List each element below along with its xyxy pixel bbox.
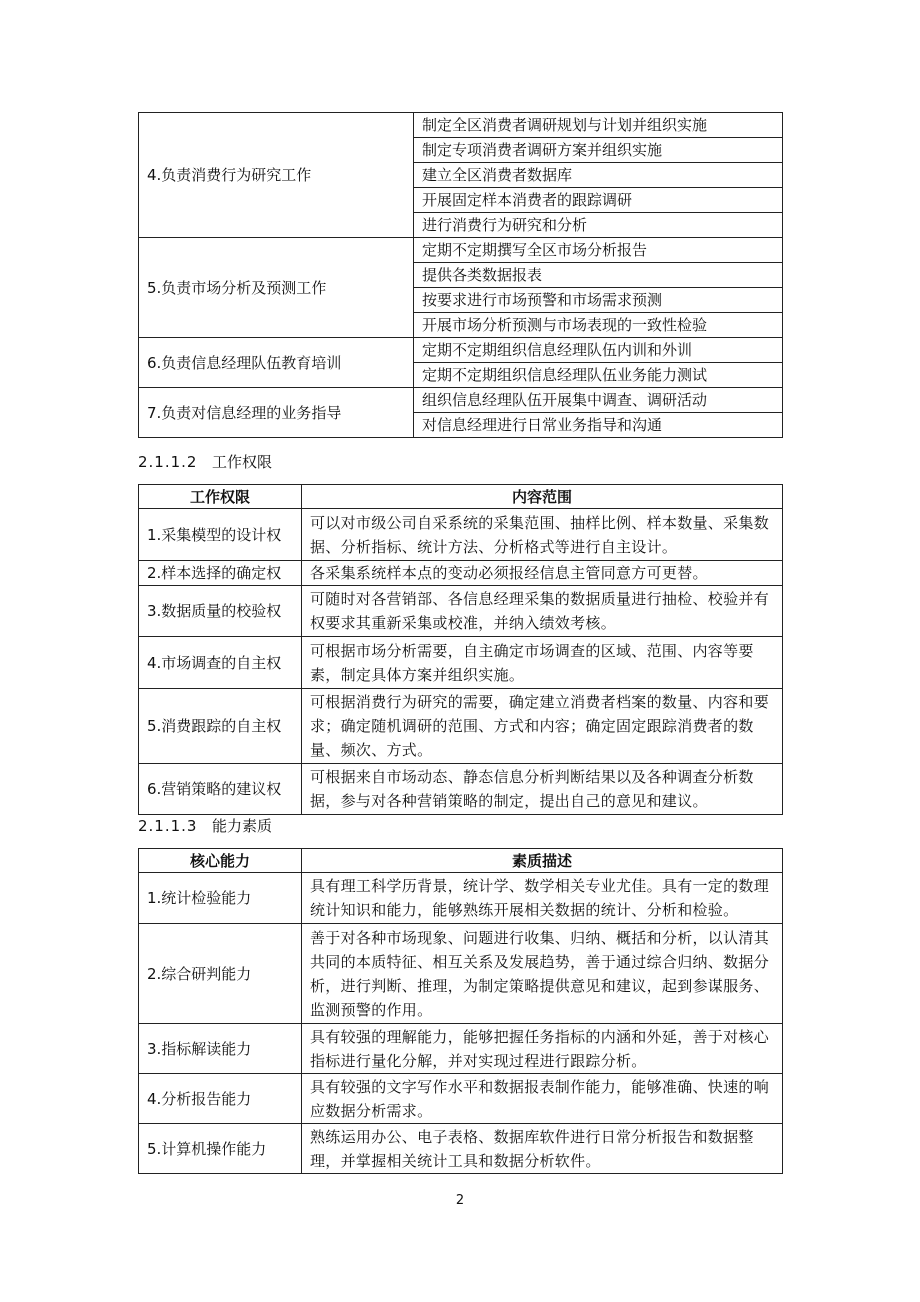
task-cell: 建立全区消费者数据库 — [414, 163, 783, 188]
table-row — [139, 388, 783, 413]
task-cell: 组织信息经理队伍开展集中调查、调研活动 — [414, 388, 783, 413]
table-row — [139, 509, 783, 561]
table-row — [139, 586, 783, 637]
column-header: 内容范围 — [302, 485, 783, 509]
authority-name: 5.消费跟踪的自主权 — [139, 689, 302, 764]
ability-desc: 善于对各种市场现象、问题进行收集、归纳、概括和分析，以认清其共同的本质特征、相互关系及发展趋势，善于通过综合归纳、数据分析，进行判断、推理，为制定策略提供意见和建议，起到参谋服务、监测预警的作用。 — [302, 924, 783, 1024]
table-row — [139, 1074, 783, 1124]
table-row — [139, 113, 783, 138]
responsibility-title: 4.负责消费行为研究工作 — [139, 113, 414, 238]
ability-desc: 熟练运用办公、电子表格、数据库软件进行日常分析报告和数据整理，并掌握相关统计工具和数据分析软件。 — [302, 1124, 783, 1174]
authority-desc: 各采集系统样本点的变动必须报经信息主管同意方可更替。 — [302, 561, 783, 586]
page-number: 2 — [455, 1193, 465, 1208]
authority-desc: 可根据市场分析需要，自主确定市场调查的区域、范围、内容等要素，制定具体方案并组织实施。 — [302, 637, 783, 689]
table-row — [139, 764, 783, 815]
table-row — [139, 238, 783, 263]
responsibility-title: 5.负责市场分析及预测工作 — [139, 238, 414, 338]
ability-name: 4.分析报告能力 — [139, 1074, 302, 1124]
section-heading-authority — [138, 452, 272, 472]
task-cell: 制定专项消费者调研方案并组织实施 — [414, 138, 783, 163]
ability-desc: 具有较强的理解能力，能够把握任务指标的内涵和外延，善于对核心指标进行量化分解，并对实现过程进行跟踪分析。 — [302, 1024, 783, 1074]
task-cell: 定期不定期组织信息经理队伍内训和外训 — [414, 338, 783, 363]
column-header: 核心能力 — [139, 849, 302, 873]
table-row — [139, 637, 783, 689]
table-row — [139, 1124, 783, 1174]
table-row — [139, 338, 783, 363]
authority-desc: 可根据来自市场动态、静态信息分析判断结果以及各种调查分析数据，参与对各种营销策略的制定，提出自己的意见和建议。 — [302, 764, 783, 815]
section-title: 工作权限 — [212, 453, 273, 471]
ability-desc: 具有理工科学历背景，统计学、数学相关专业尤佳。具有一定的数理统计知识和能力，能够熟练开展相关数据的统计、分析和检验。 — [302, 873, 783, 924]
table-header-row — [139, 849, 783, 873]
table-row — [139, 1024, 783, 1074]
authority-table — [138, 484, 783, 815]
ability-table — [138, 848, 783, 1174]
authority-desc: 可随时对各营销部、各信息经理采集的数据质量进行抽检、校验并有权要求其重新采集或校准，并纳入绩效考核。 — [302, 586, 783, 637]
task-cell: 开展固定样本消费者的跟踪调研 — [414, 188, 783, 213]
ability-name: 3.指标解读能力 — [139, 1024, 302, 1074]
task-cell: 对信息经理进行日常业务指导和沟通 — [414, 413, 783, 438]
task-cell: 进行消费行为研究和分析 — [414, 213, 783, 238]
ability-desc: 具有较强的文字写作水平和数据报表制作能力，能够准确、快速的响应数据分析需求。 — [302, 1074, 783, 1124]
table-row — [139, 561, 783, 586]
authority-name: 3.数据质量的校验权 — [139, 586, 302, 637]
responsibility-title: 7.负责对信息经理的业务指导 — [139, 388, 414, 438]
authority-desc: 可根据消费行为研究的需要，确定建立消费者档案的数量、内容和要求；确定随机调研的范围、方式和内容；确定固定跟踪消费者的数量、频次、方式。 — [302, 689, 783, 764]
table-row — [139, 924, 783, 1024]
task-cell: 提供各类数据报表 — [414, 263, 783, 288]
responsibility-title: 6.负责信息经理队伍教育培训 — [139, 338, 414, 388]
ability-name: 1.统计检验能力 — [139, 873, 302, 924]
column-header: 素质描述 — [302, 849, 783, 873]
task-cell: 按要求进行市场预警和市场需求预测 — [414, 288, 783, 313]
section-number: 2.1.1.3 — [138, 817, 198, 835]
task-cell: 制定全区消费者调研规划与计划并组织实施 — [414, 113, 783, 138]
ability-name: 2.综合研判能力 — [139, 924, 302, 1024]
authority-desc: 可以对市级公司自采系统的采集范围、抽样比例、样本数量、采集数据、分析指标、统计方法、分析格式等进行自主设计。 — [302, 509, 783, 561]
section-title: 能力素质 — [212, 817, 273, 835]
task-cell: 开展市场分析预测与市场表现的一致性检验 — [414, 313, 783, 338]
responsibility-table — [138, 112, 783, 438]
column-header: 工作权限 — [139, 485, 302, 509]
table-row — [139, 873, 783, 924]
task-cell: 定期不定期组织信息经理队伍业务能力测试 — [414, 363, 783, 388]
authority-name: 4.市场调查的自主权 — [139, 637, 302, 689]
section-number: 2.1.1.2 — [138, 453, 198, 471]
authority-name: 6.营销策略的建议权 — [139, 764, 302, 815]
authority-name: 1.采集模型的设计权 — [139, 509, 302, 561]
task-cell: 定期不定期撰写全区市场分析报告 — [414, 238, 783, 263]
table-header-row — [139, 485, 783, 509]
ability-name: 5.计算机操作能力 — [139, 1124, 302, 1174]
section-heading-ability — [138, 816, 272, 836]
table-row — [139, 689, 783, 764]
authority-name: 2.样本选择的确定权 — [139, 561, 302, 586]
